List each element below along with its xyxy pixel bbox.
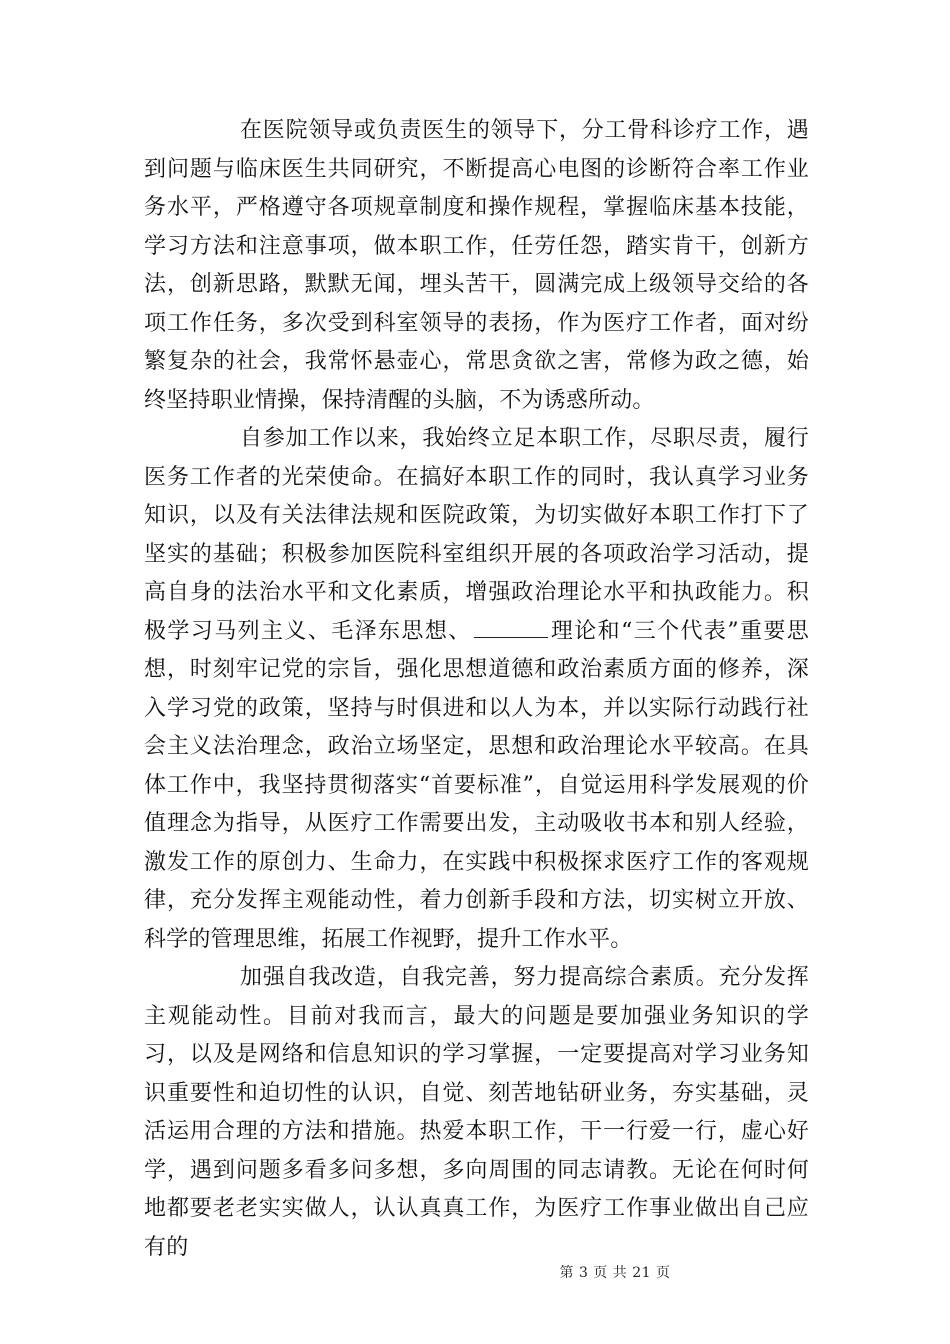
paragraph-2-text-a: 自参加工作以来，我始终立足本职工作，尽职尽责，履行医务工作者的光荣使命。在搞好本职工作的同时，我认真学习业务知识，以及有关法律法规和医院政策，为切实做好本职工作打下了坚实的基础；积极参加医院科室组织开展的各项政治学习活动，提高自身的法治水平和文化素质，增强政治理论水平和执政能力。积极学习马列主义、毛泽东思想、 bbox=[144, 426, 809, 644]
paragraph-2 bbox=[144, 420, 809, 959]
document-body bbox=[144, 112, 809, 1267]
paragraph-3: 加强自我改造，自我完善，努力提高综合素质。充分发挥主观能动性。目前对我而言，最大的问题是要加强业务知识的学习，以及是网络和信息知识的学习掌握，一定要提高对学习业务知识重要性和迫切性的认识，自觉、刻苦地钻研业务，夯实基础，灵活运用合理的方法和措施。热爱本职工作，干一行爱一行，虚心好学，遇到问题多看多问多想，多向周围的同志请教。无论在何时何地都要老老实实做人，认认真真工作，为医疗工作事业做出自己应有的 bbox=[144, 965, 809, 1260]
page-number: 第 3 页 共 21 页 bbox=[559, 1265, 671, 1281]
page-footer bbox=[0, 1262, 950, 1282]
blank-underline bbox=[474, 619, 548, 638]
paragraph-2-text-b: 理论和“三个代表”重要思想，时刻牢记党的宗旨，强化思想道德和政治素质方面的修养，深入学习党的政策，坚持与时俱进和以人为本，并以实际行动践行社会主义法治理念，政治立场坚定，思想和政治理论水平较高。在具体工作中，我坚持贯彻落实“首要标准”，自觉运用科学发展观的价值理念为指导，从医疗工作需要出发，主动吸收书本和别人经验，激发工作的原创力、生命力，在实践中积极探求医疗工作的客观规律，充分发挥主观能动性，着力创新手段和方法，切实树立开放、科学的管理思维，拓展工作视野，提升工作水平。 bbox=[144, 618, 809, 952]
paragraph-1: 在医院领导或负责医生的领导下，分工骨科诊疗工作，遇到问题与临床医生共同研究，不断提高心电图的诊断符合率工作业务水平，严格遵守各项规章制度和操作规程，掌握临床基本技能，学习方法和注意事项，做本职工作，任劳任怨，踏实肯干，创新方法，创新思路，默默无闻，埋头苦干，圆满完成上级领导交给的各项工作任务，多次受到科室领导的表扬，作为医疗工作者，面对纷繁复杂的社会，我常怀悬壶心，常思贪欲之害，常修为政之德，始终坚持职业情操，保持清醒的头脑，不为诱惑所动。 bbox=[144, 118, 809, 413]
